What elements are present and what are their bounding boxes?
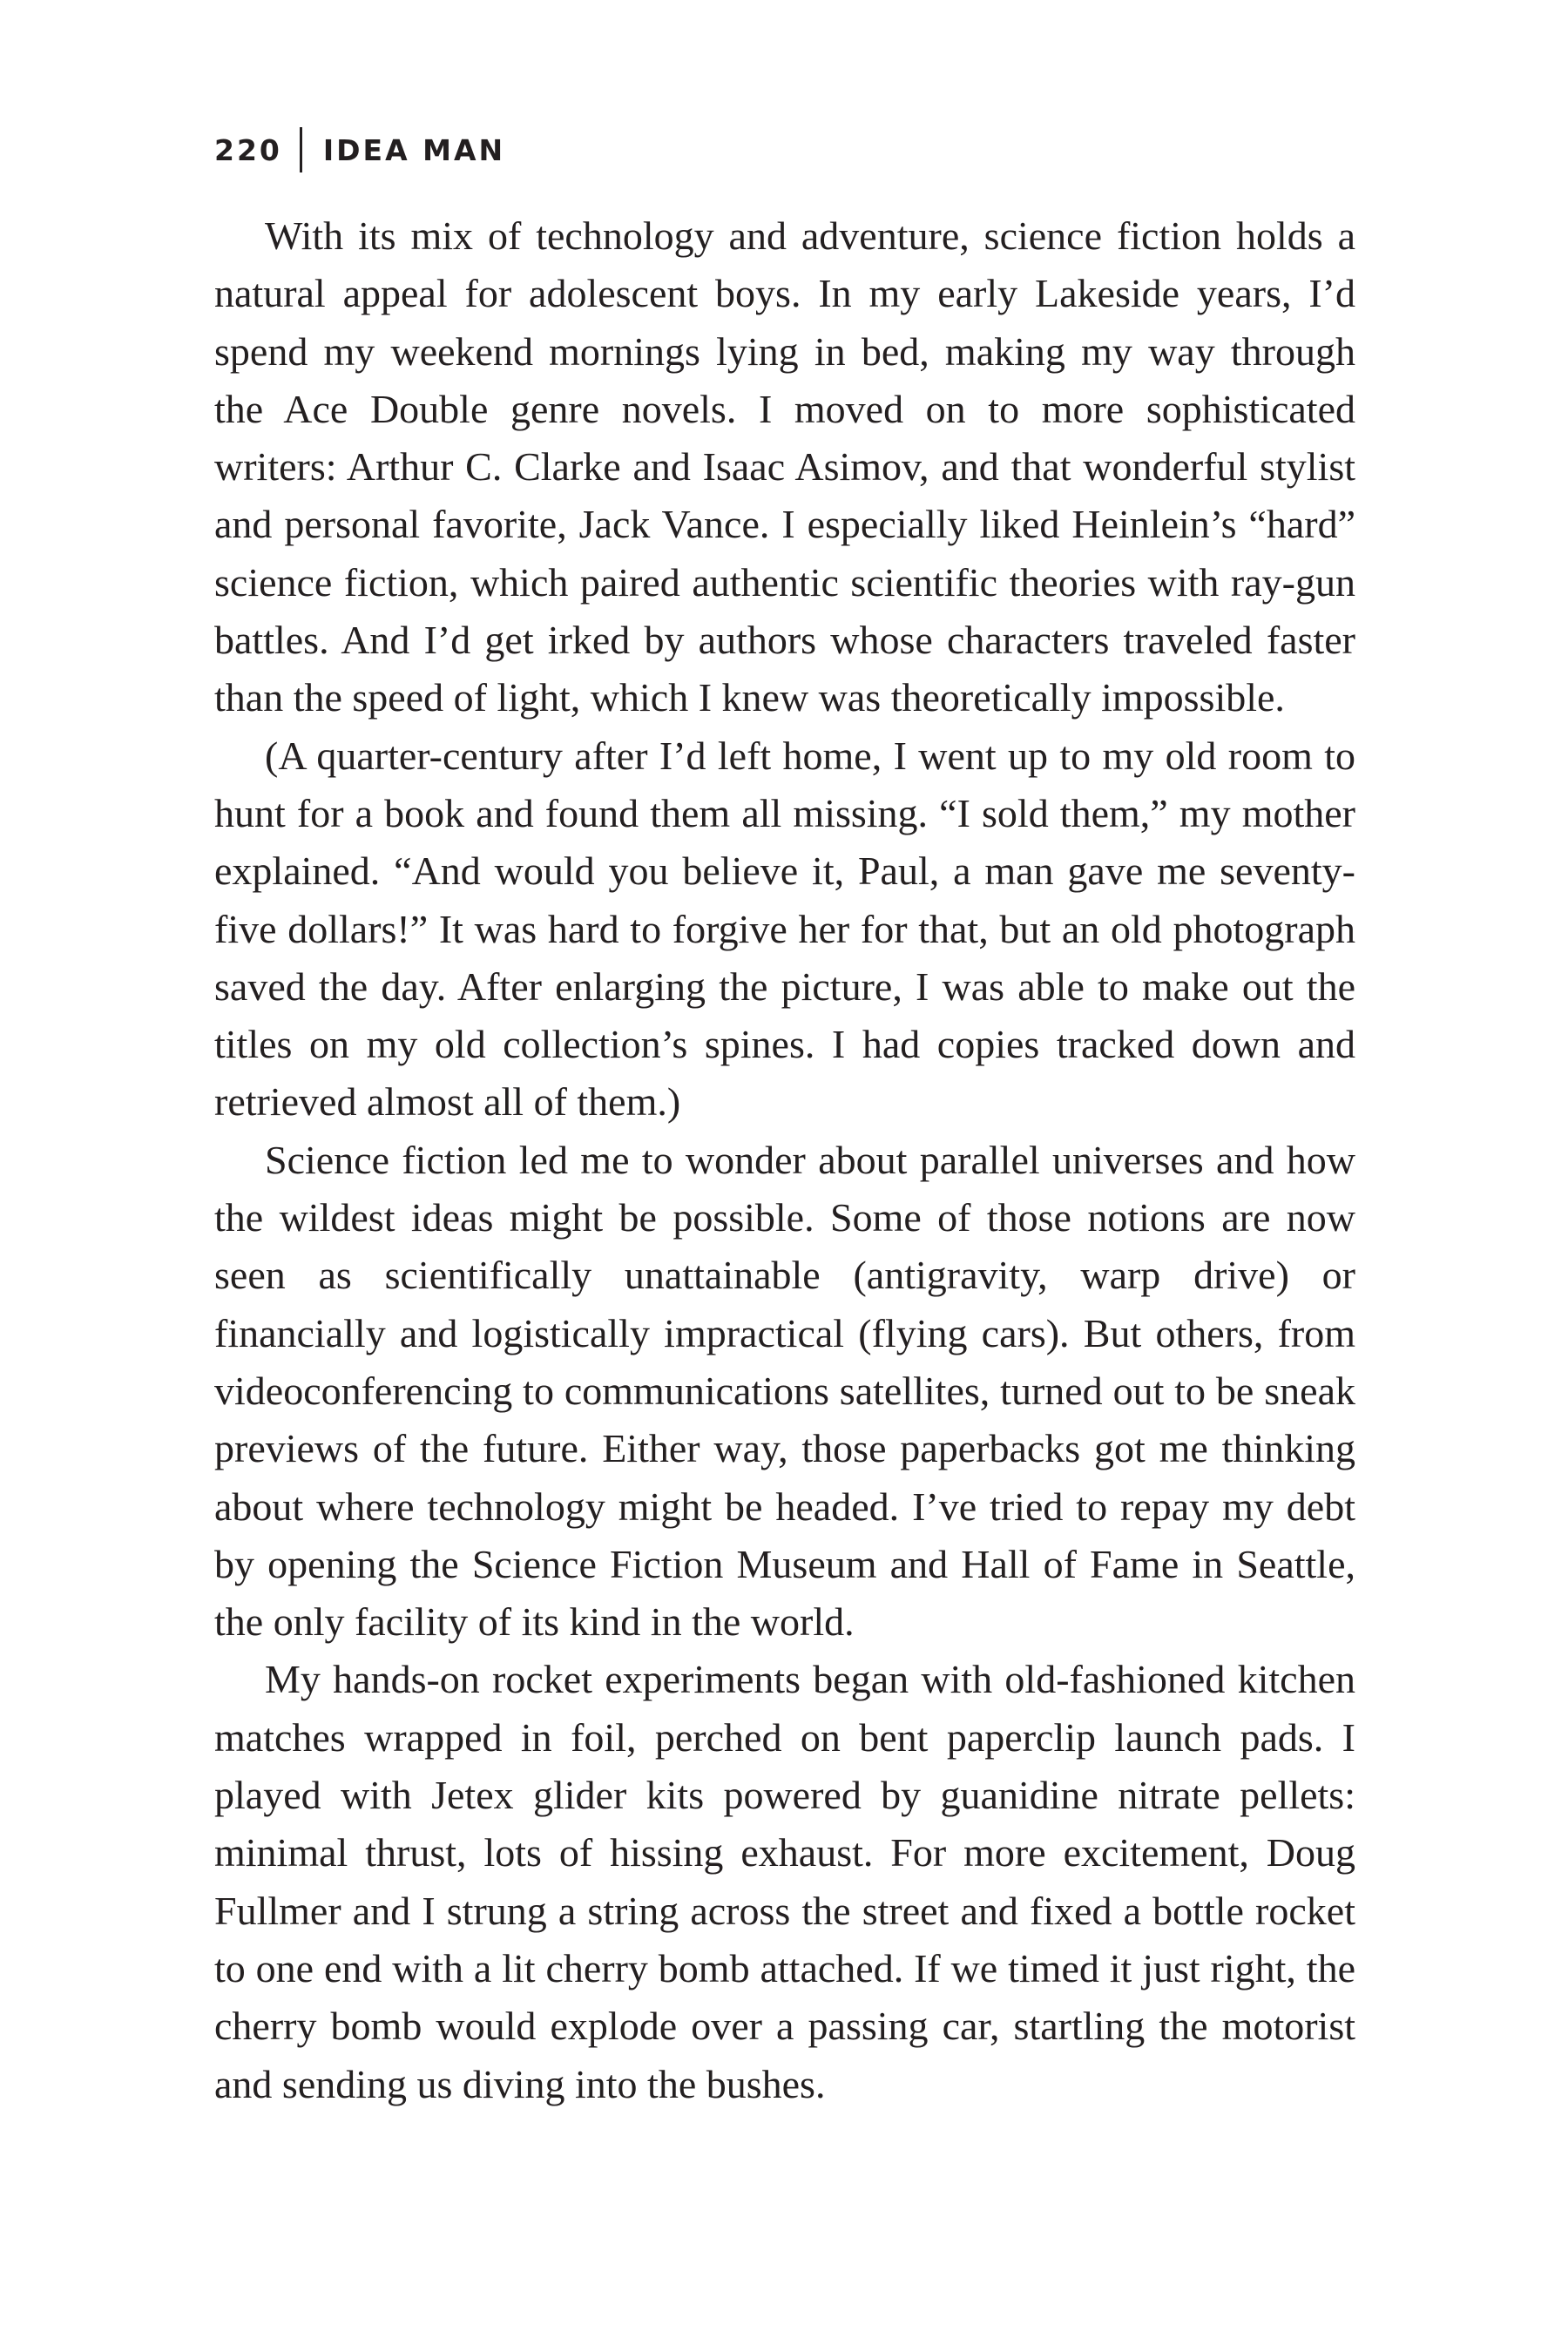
running-head — [214, 127, 505, 172]
paragraph: (A quarter-century after I’d left home, I went up to my old room to hunt for a book and found them all missing. “I sold them,” my mother explained. “And would you believe it, Paul, a man gave me seventy-five dollars!” It was hard to forgive her for that, but an old photograph saved the day. After enlarging the picture, I was able to make out the titles on my old collection’s spines. I had copies tracked down and retrieved almost all of them.) — [214, 733, 1355, 1125]
body-text — [214, 207, 1355, 2113]
book-title: IDEA MAN — [322, 132, 506, 167]
paragraph: With its mix of technology and adventure, science fiction holds a natural appeal for adolescent boys. In my early Lakeside years, I’d spend my weekend mornings lying in bed, making my way through the Ace Double genre novels. I moved on to more sophisticated writers: Arthur C. Clarke and Isaac Asimov, and that wonderful stylist and personal favorite, Jack Vance. I especially liked Heinlein’s “hard” science fiction, which paired authentic scientific theories with ray-gun battles. And I’d get irked by authors whose characters traveled faster than the speed of light, which I knew was theoretically impossible. — [214, 213, 1355, 720]
paragraph: My hands-on rocket experiments began with old-fashioned kitchen matches wrapped in foil, perched on bent paperclip launch pads. I played with Jetex glider kits powered by guanidine nitrate pellets: minimal thrust, lots of hissing exhaust. For more excitement, Doug Fullmer and I strung a string across the street and fixed a bottle rocket to one end with a lit cherry bomb attached. If we timed it just right, the cherry bomb would explode over a passing car, startling the motorist and sending us diving into the bushes. — [214, 1657, 1355, 2106]
page-number: 220 — [214, 132, 282, 167]
paragraph: Science fiction led me to wonder about parallel universes and how the wildest ideas might be possible. Some of those notions are now seen as scientifically unattainable (antigravity, warp drive) or financially and logistically impractical (flying cars). But others, from videoconferencing to communications satellites, turned out to be sneak previews of the future. Either way, those paperbacks got me thinking about where technology might be headed. I’ve tried to repay my debt by opening the Science Fiction Museum and Hall of Fame in Seattle, the only facility of its kind in the world. — [214, 1137, 1355, 1645]
header-divider — [300, 127, 302, 172]
